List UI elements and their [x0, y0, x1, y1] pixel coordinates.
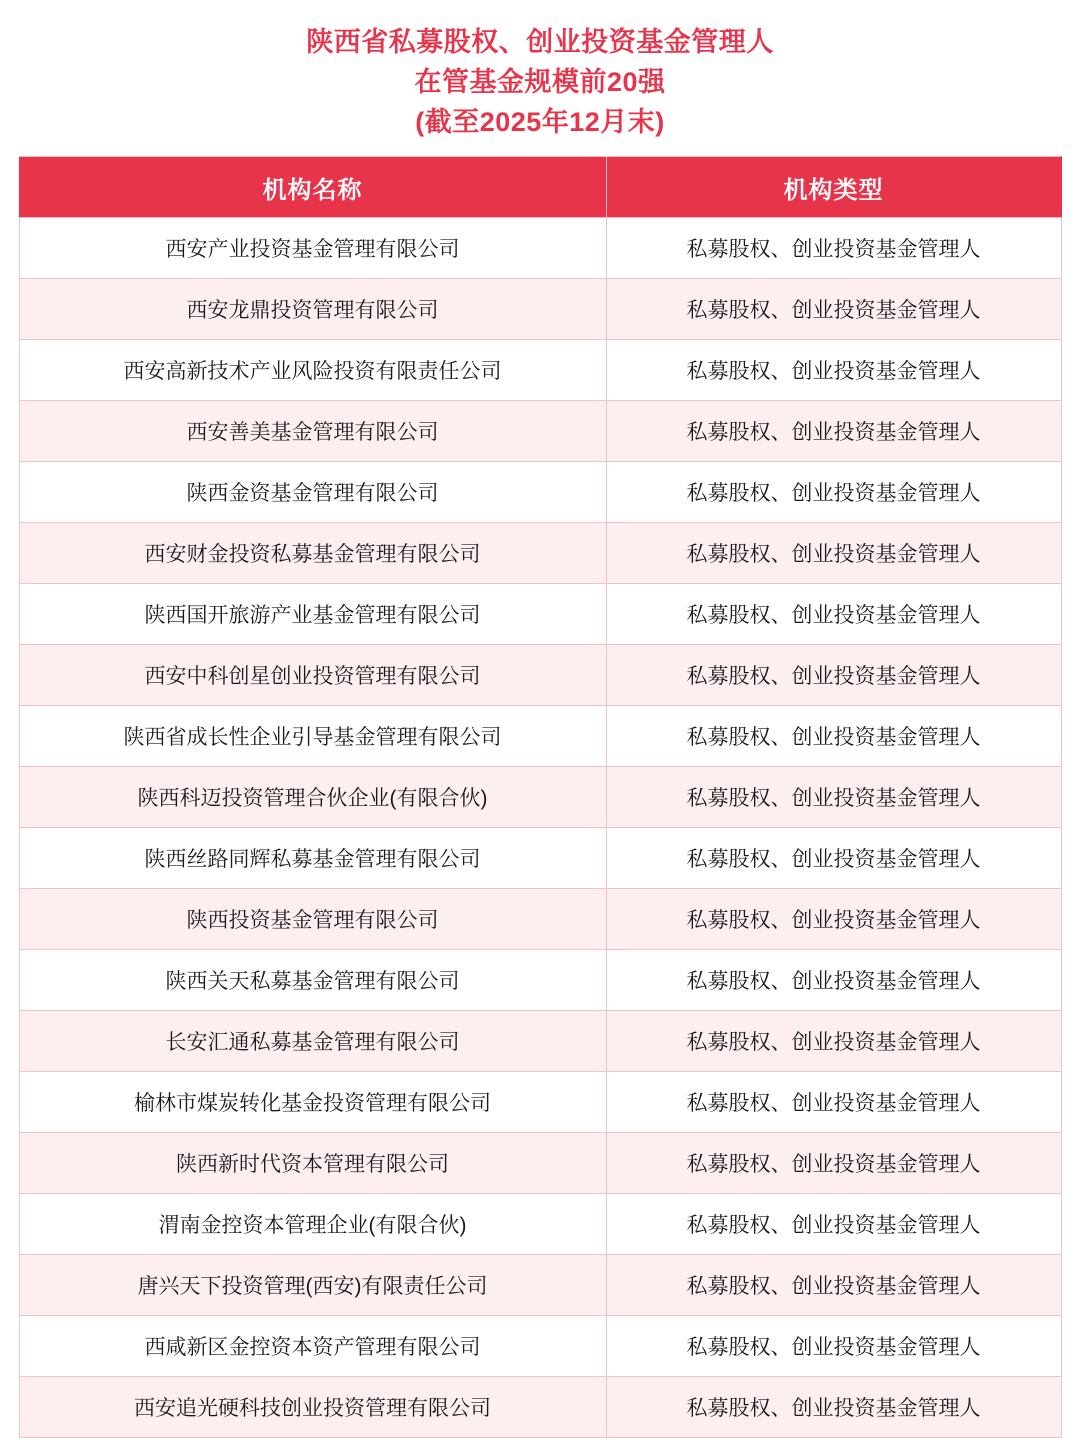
- cell-institution-name: 西安追光硬科技创业投资管理有限公司: [19, 1377, 606, 1438]
- cell-institution-name: 西咸新区金控资本资产管理有限公司: [19, 1316, 606, 1377]
- cell-institution-type: 私募股权、创业投资基金管理人: [606, 1011, 1061, 1072]
- table-row: [19, 584, 1061, 645]
- cell-institution-type: 私募股权、创业投资基金管理人: [606, 889, 1061, 950]
- table-header-row: [19, 157, 1061, 218]
- table-row: [19, 401, 1061, 462]
- cell-institution-type: 私募股权、创业投资基金管理人: [606, 401, 1061, 462]
- table-row: [19, 340, 1061, 401]
- table-row: [19, 767, 1061, 828]
- title-line-2: 在管基金规模前20强: [414, 67, 666, 97]
- cell-institution-name: 西安中科创星创业投资管理有限公司: [19, 645, 606, 706]
- cell-institution-name: 陕西科迈投资管理合伙企业(有限合伙): [19, 767, 606, 828]
- cell-institution-type: 私募股权、创业投资基金管理人: [606, 584, 1061, 645]
- cell-institution-type: 私募股权、创业投资基金管理人: [606, 218, 1061, 279]
- cell-institution-type: 私募股权、创业投资基金管理人: [606, 767, 1061, 828]
- table-row: [19, 218, 1061, 279]
- cell-institution-type: 私募股权、创业投资基金管理人: [606, 1072, 1061, 1133]
- cell-institution-type: 私募股权、创业投资基金管理人: [606, 340, 1061, 401]
- cell-institution-name: 陕西投资基金管理有限公司: [19, 889, 606, 950]
- cell-institution-type: 私募股权、创业投资基金管理人: [606, 706, 1061, 767]
- table-row: [19, 1133, 1061, 1194]
- cell-institution-name: 西安龙鼎投资管理有限公司: [19, 279, 606, 340]
- table-row: [19, 706, 1061, 767]
- cell-institution-type: 私募股权、创业投资基金管理人: [606, 828, 1061, 889]
- table-header: [19, 157, 1061, 218]
- table-row: [19, 1072, 1061, 1133]
- table-row: [19, 1377, 1061, 1438]
- title-line-1: 陕西省私募股权、创业投资基金管理人: [306, 27, 774, 57]
- cell-institution-name: 渭南金控资本管理企业(有限合伙): [19, 1194, 606, 1255]
- table-body: [19, 218, 1061, 1438]
- cell-institution-name: 榆林市煤炭转化基金投资管理有限公司: [19, 1072, 606, 1133]
- table-row: [19, 462, 1061, 523]
- cell-institution-type: 私募股权、创业投资基金管理人: [606, 1316, 1061, 1377]
- cell-institution-type: 私募股权、创业投资基金管理人: [606, 1255, 1061, 1316]
- column-header-institution-type: 机构类型: [606, 157, 1061, 218]
- column-header-institution-name: 机构名称: [19, 157, 606, 218]
- ranking-table: [19, 156, 1062, 1438]
- cell-institution-name: 陕西丝路同辉私募基金管理有限公司: [19, 828, 606, 889]
- cell-institution-type: 私募股权、创业投资基金管理人: [606, 1194, 1061, 1255]
- cell-institution-type: 私募股权、创业投资基金管理人: [606, 279, 1061, 340]
- table-row: [19, 645, 1061, 706]
- title-line-3: (截至2025年12月末): [415, 107, 665, 137]
- cell-institution-type: 私募股权、创业投资基金管理人: [606, 1133, 1061, 1194]
- table-row: [19, 950, 1061, 1011]
- table-row: [19, 1194, 1061, 1255]
- table-row: [19, 828, 1061, 889]
- cell-institution-name: 西安高新技术产业风险投资有限责任公司: [19, 340, 606, 401]
- cell-institution-name: 陕西省成长性企业引导基金管理有限公司: [19, 706, 606, 767]
- cell-institution-type: 私募股权、创业投资基金管理人: [606, 950, 1061, 1011]
- cell-institution-name: 西安善美基金管理有限公司: [19, 401, 606, 462]
- cell-institution-type: 私募股权、创业投资基金管理人: [606, 645, 1061, 706]
- cell-institution-name: 西安财金投资私募基金管理有限公司: [19, 523, 606, 584]
- table-row: [19, 889, 1061, 950]
- table-row: [19, 523, 1061, 584]
- cell-institution-name: 长安汇通私募基金管理有限公司: [19, 1011, 606, 1072]
- cell-institution-type: 私募股权、创业投资基金管理人: [606, 462, 1061, 523]
- cell-institution-name: 西安产业投资基金管理有限公司: [19, 218, 606, 279]
- page-title: [0, 0, 1080, 156]
- cell-institution-name: 唐兴天下投资管理(西安)有限责任公司: [19, 1255, 606, 1316]
- cell-institution-name: 陕西关天私募基金管理有限公司: [19, 950, 606, 1011]
- table-row: [19, 1316, 1061, 1377]
- cell-institution-type: 私募股权、创业投资基金管理人: [606, 523, 1061, 584]
- cell-institution-type: 私募股权、创业投资基金管理人: [606, 1377, 1061, 1438]
- cell-institution-name: 陕西金资基金管理有限公司: [19, 462, 606, 523]
- cell-institution-name: 陕西国开旅游产业基金管理有限公司: [19, 584, 606, 645]
- table-row: [19, 279, 1061, 340]
- table-row: [19, 1255, 1061, 1316]
- cell-institution-name: 陕西新时代资本管理有限公司: [19, 1133, 606, 1194]
- table-row: [19, 1011, 1061, 1072]
